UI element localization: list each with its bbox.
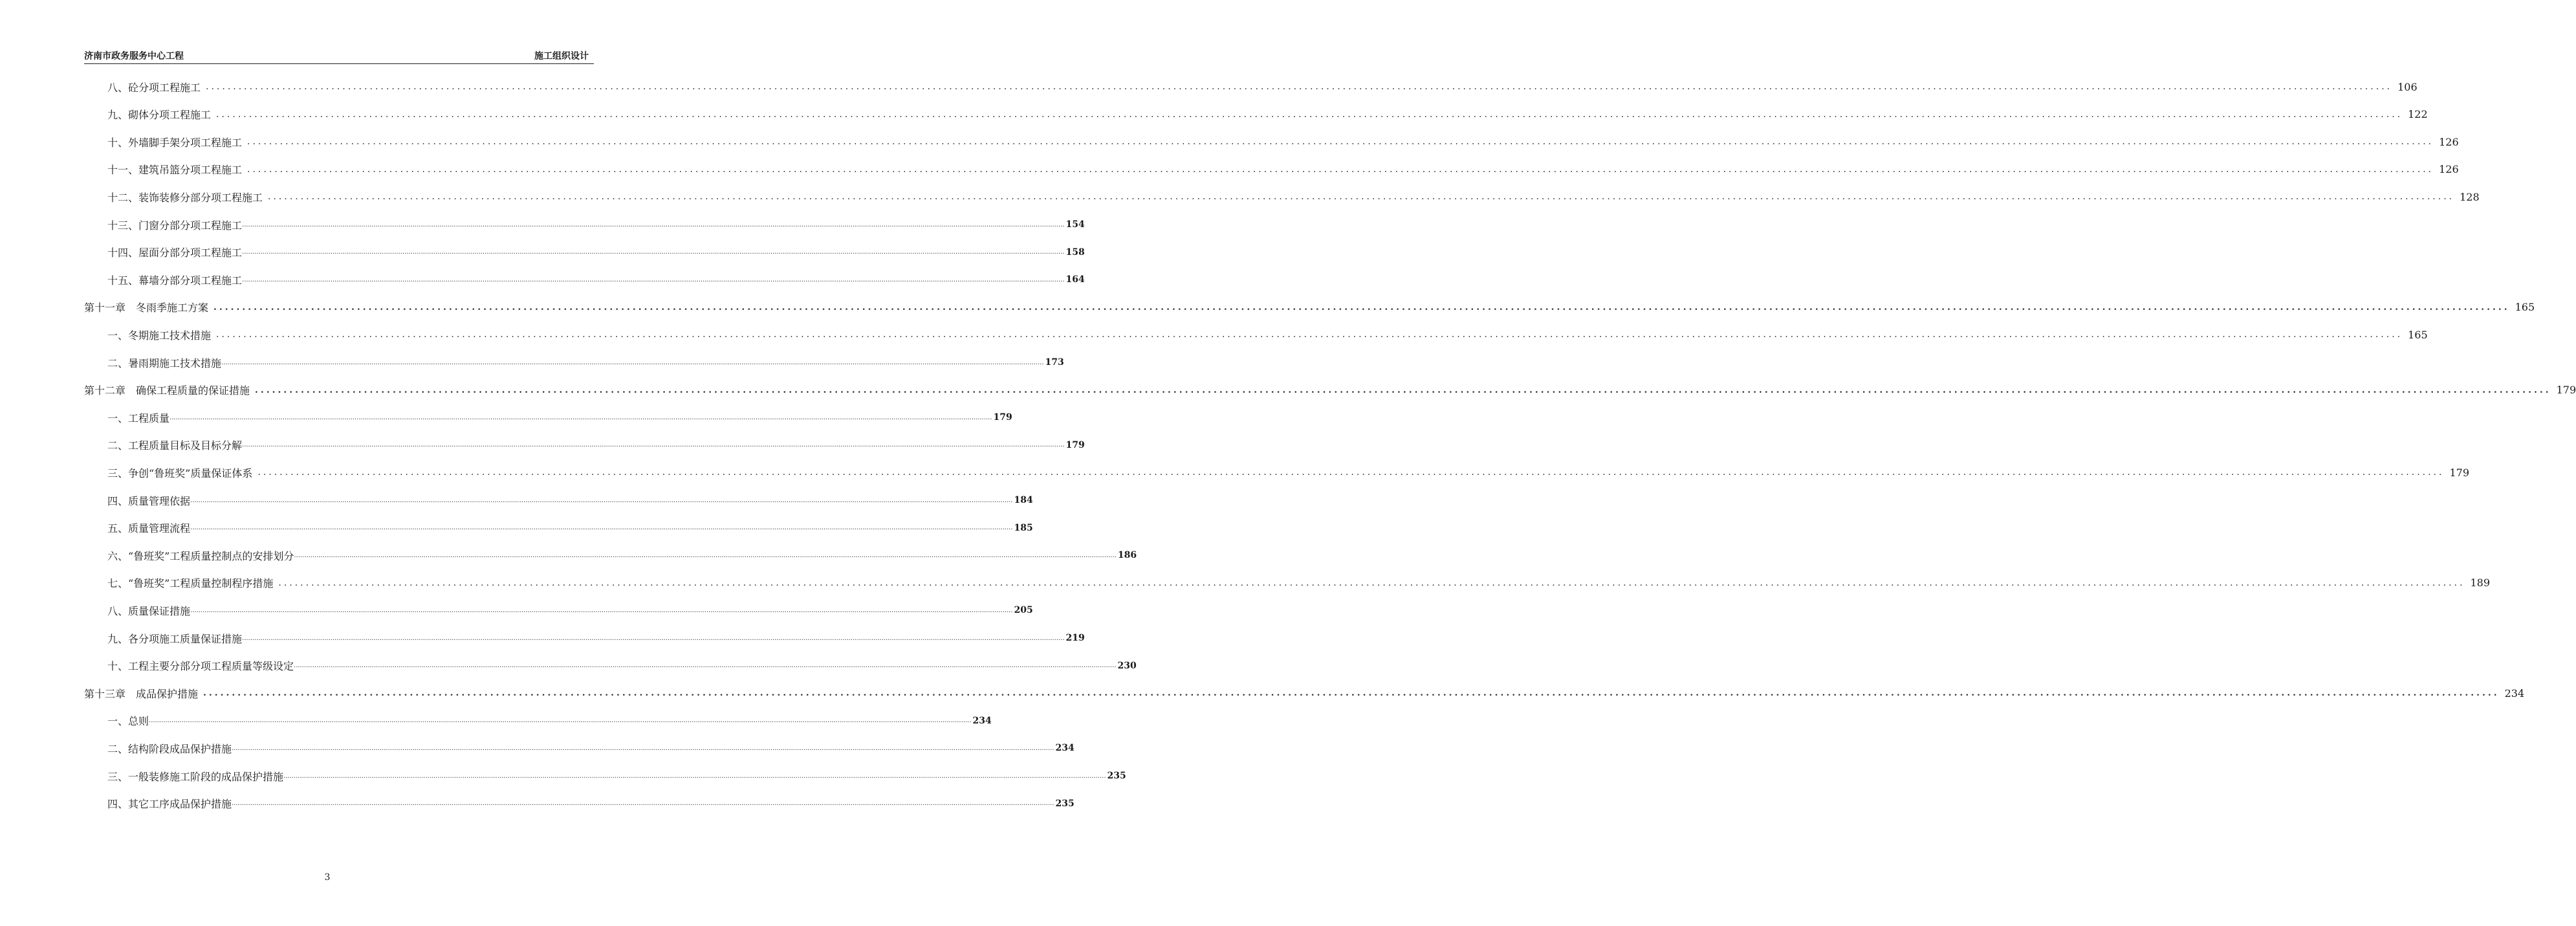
toc-entry-page: 234 bbox=[2504, 687, 2525, 700]
toc-entry-title: 八、质量保证措施 bbox=[107, 604, 191, 617]
toc-entry-title: 六、“鲁班奖”工程质量控制点的安排划分 bbox=[107, 549, 294, 562]
toc-entry-title: 十一、建筑吊篮分项工程施工 bbox=[107, 164, 243, 177]
toc-entry-title: 二、工程质量目标及目标分解 bbox=[107, 439, 243, 452]
toc-entry-page: 158 bbox=[1065, 247, 1085, 258]
toc-entry-title: 一、冬期施工技术措施 bbox=[107, 329, 212, 342]
toc-entry-title: 一、工程质量 bbox=[107, 412, 170, 424]
toc-dot-leader: ................................................................................................................................................................................................................................................................................................................................................................................................................ bbox=[169, 413, 992, 421]
toc-entry-page: 165 bbox=[2408, 328, 2428, 341]
toc-entry-title: 第十三章 成品保护措施 bbox=[84, 687, 199, 700]
toc-entry-page: 179 bbox=[2556, 384, 2576, 397]
toc-section-entry[interactable] bbox=[84, 183, 2480, 210]
toc-dot-leader: ................................................................................................................................................................................................................................................................................................................................................................................................................ bbox=[255, 384, 2551, 395]
toc-entry-page: 186 bbox=[1117, 550, 1137, 561]
toc-section-entry[interactable] bbox=[84, 432, 1085, 459]
toc-dot-leader: ................................................................................................................................................................................................................................................................................................................................................................................................................ bbox=[190, 496, 1013, 504]
toc-section-entry[interactable] bbox=[84, 597, 1033, 624]
toc-dot-leader: ................................................................................................................................................................................................................................................................................................................................................................................................................ bbox=[190, 606, 1013, 614]
toc-entry-page: 235 bbox=[1055, 798, 1075, 809]
toc-dot-leader: ................................................................................................................................................................................................................................................................................................................................................................................................................ bbox=[232, 800, 1054, 808]
toc-entry-title: 十三、门窗分部分项工程施工 bbox=[107, 219, 243, 232]
toc-section-entry[interactable] bbox=[84, 569, 2490, 597]
header-document-type: 施工组织设计 bbox=[534, 51, 589, 61]
toc-chapter-entry[interactable] bbox=[84, 679, 2525, 707]
toc-entry-page: 164 bbox=[1065, 274, 1085, 285]
toc-dot-leader: ................................................................................................................................................................................................................................................................................................................................................................................................................ bbox=[278, 577, 2465, 588]
toc-section-entry[interactable] bbox=[84, 73, 2418, 100]
toc-entry-page: 185 bbox=[1014, 522, 1033, 533]
toc-entry-title: 第十一章 冬雨季施工方案 bbox=[84, 302, 209, 314]
toc-entry-page: 126 bbox=[2439, 135, 2459, 148]
page-number: 3 bbox=[324, 872, 331, 883]
toc-dot-leader: ................................................................................................................................................................................................................................................................................................................................................................................................................ bbox=[294, 551, 1117, 559]
toc-dot-leader: ................................................................................................................................................................................................................................................................................................................................................................................................................ bbox=[242, 441, 1065, 449]
toc-entry-title: 九、砌体分项工程施工 bbox=[107, 109, 212, 122]
toc-entry-page: 122 bbox=[2408, 108, 2428, 121]
toc-section-entry[interactable] bbox=[84, 734, 1075, 762]
toc-chapter-entry[interactable] bbox=[84, 377, 2576, 404]
toc-entry-page: 179 bbox=[993, 412, 1012, 423]
toc-entry-title: 二、暑雨期施工技术措施 bbox=[107, 357, 222, 369]
toc-section-entry[interactable] bbox=[84, 128, 2459, 155]
toc-chapter-entry[interactable] bbox=[84, 294, 2535, 321]
toc-entry-title: 三、一般装修施工阶段的成品保护措施 bbox=[107, 770, 284, 783]
toc-entry-page: 234 bbox=[972, 715, 992, 726]
toc-entry-title: 二、结构阶段成品保护措施 bbox=[107, 742, 232, 755]
toc-dot-leader: ................................................................................................................................................................................................................................................................................................................................................................................................................ bbox=[294, 662, 1117, 670]
toc-entry-page: 179 bbox=[2449, 466, 2469, 479]
toc-entry-title: 四、其它工序成品保护措施 bbox=[107, 798, 232, 811]
toc-entry-page: 235 bbox=[1107, 771, 1126, 781]
toc-dot-leader: ................................................................................................................................................................................................................................................................................................................................................................................................................ bbox=[216, 329, 2403, 340]
toc-section-entry[interactable] bbox=[84, 790, 1075, 817]
toc-dot-leader: ................................................................................................................................................................................................................................................................................................................................................................................................................ bbox=[216, 109, 2403, 120]
toc-section-entry[interactable] bbox=[84, 459, 2469, 486]
toc-dot-leader: ................................................................................................................................................................................................................................................................................................................................................................................................................ bbox=[242, 634, 1065, 642]
toc-section-entry[interactable] bbox=[84, 707, 992, 734]
toc-entry-page: 219 bbox=[1065, 633, 1085, 643]
toc-section-entry[interactable] bbox=[84, 321, 2428, 348]
toc-section-entry[interactable] bbox=[84, 487, 1033, 514]
toc-dot-leader: ................................................................................................................................................................................................................................................................................................................................................................................................................ bbox=[213, 302, 2510, 313]
toc-entry-page: 205 bbox=[1014, 605, 1033, 616]
toc-dot-leader: ................................................................................................................................................................................................................................................................................................................................................................................................................ bbox=[242, 276, 1065, 283]
toc-entry-page: 189 bbox=[2470, 577, 2490, 590]
toc-entry-title: 十、外墙脚手架分项工程施工 bbox=[107, 136, 243, 149]
toc-dot-leader: ................................................................................................................................................................................................................................................................................................................................................................................................................ bbox=[247, 164, 2434, 175]
toc-section-entry[interactable] bbox=[84, 542, 1137, 569]
toc-entry-page: 128 bbox=[2460, 190, 2480, 203]
toc-section-entry[interactable] bbox=[84, 156, 2459, 183]
toc-entry-page: 184 bbox=[1014, 495, 1033, 505]
toc-dot-leader: ................................................................................................................................................................................................................................................................................................................................................................................................................ bbox=[221, 358, 1044, 366]
header-project-name: 济南市政务服务中心工程 bbox=[84, 51, 184, 61]
toc-entry-page: 106 bbox=[2397, 80, 2418, 93]
toc-entry-title: 十四、屋面分部分项工程施工 bbox=[107, 247, 243, 259]
toc-entry-title: 十五、幕墙分部分项工程施工 bbox=[107, 274, 243, 287]
toc-entry-page: 165 bbox=[2515, 301, 2535, 314]
toc-entry-title: 五、质量管理流程 bbox=[107, 522, 191, 535]
toc-section-entry[interactable] bbox=[84, 652, 1137, 679]
toc-entry-title: 十、工程主要分部分项工程质量等级设定 bbox=[107, 660, 294, 673]
toc-section-entry[interactable] bbox=[84, 349, 1064, 376]
toc-entry-title: 十二、装饰装修分部分项工程施工 bbox=[107, 191, 263, 204]
toc-dot-leader: ................................................................................................................................................................................................................................................................................................................................................................................................................ bbox=[203, 688, 2500, 699]
toc-dot-leader: ................................................................................................................................................................................................................................................................................................................................................................................................................ bbox=[149, 717, 972, 725]
toc-entry-title: 第十二章 确保工程质量的保证措施 bbox=[84, 384, 250, 397]
toc-section-entry[interactable] bbox=[84, 101, 2428, 128]
toc-section-entry[interactable] bbox=[84, 266, 1085, 293]
toc-section-entry[interactable] bbox=[84, 404, 1012, 431]
toc-section-entry[interactable] bbox=[84, 514, 1033, 542]
toc-dot-leader: ................................................................................................................................................................................................................................................................................................................................................................................................................ bbox=[190, 524, 1013, 532]
toc-entry-title: 四、质量管理依据 bbox=[107, 494, 191, 507]
toc-entry-title: 七、“鲁班奖”工程质量控制程序措施 bbox=[107, 577, 274, 590]
toc-entry-page: 126 bbox=[2439, 163, 2459, 176]
toc-section-entry[interactable] bbox=[84, 211, 1085, 238]
toc-section-entry[interactable] bbox=[84, 762, 1126, 789]
toc-dot-leader: ................................................................................................................................................................................................................................................................................................................................................................................................................ bbox=[268, 192, 2455, 203]
toc-entry-page: 234 bbox=[1055, 743, 1075, 754]
toc-section-entry[interactable] bbox=[84, 624, 1085, 652]
toc-entry-title: 九、各分项施工质量保证措施 bbox=[107, 632, 243, 645]
toc-entry-page: 173 bbox=[1045, 357, 1064, 368]
toc-entry-title: 三、争创“鲁班奖”质量保证体系 bbox=[107, 467, 253, 480]
toc-entry-title: 八、砼分项工程施工 bbox=[107, 81, 201, 94]
toc-entry-page: 230 bbox=[1117, 660, 1137, 671]
toc-dot-leader: ................................................................................................................................................................................................................................................................................................................................................................................................................ bbox=[206, 82, 2393, 92]
toc-entry-page: 154 bbox=[1065, 219, 1085, 230]
toc-dot-leader: ................................................................................................................................................................................................................................................................................................................................................................................................................ bbox=[247, 137, 2434, 148]
toc-entry-title: 一、总则 bbox=[107, 715, 149, 728]
toc-entry-page: 179 bbox=[1065, 439, 1085, 450]
toc-dot-leader: ................................................................................................................................................................................................................................................................................................................................................................................................................ bbox=[257, 467, 2445, 478]
page-header bbox=[84, 48, 594, 64]
toc-dot-leader: ................................................................................................................................................................................................................................................................................................................................................................................................................ bbox=[232, 744, 1054, 752]
toc-dot-leader: ................................................................................................................................................................................................................................................................................................................................................................................................................ bbox=[283, 772, 1106, 780]
toc-dot-leader: ................................................................................................................................................................................................................................................................................................................................................................................................................ bbox=[242, 221, 1065, 228]
toc-section-entry[interactable] bbox=[84, 239, 1085, 266]
toc-dot-leader: ................................................................................................................................................................................................................................................................................................................................................................................................................ bbox=[242, 248, 1065, 256]
